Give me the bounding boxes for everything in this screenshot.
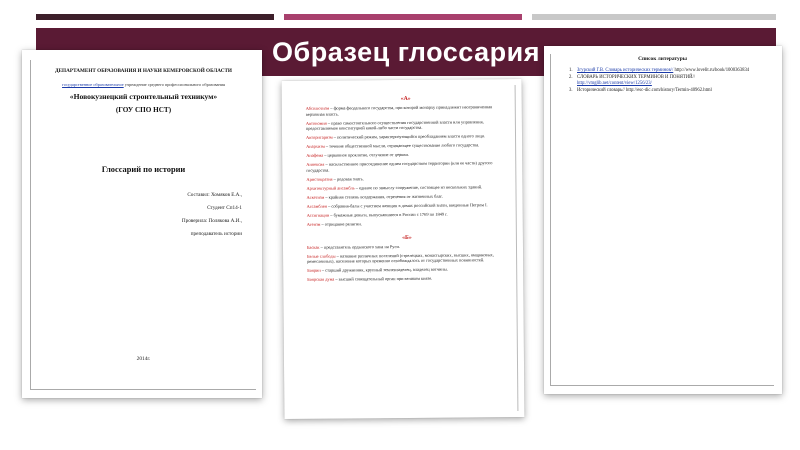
glossary-term: Ассигнации <box>306 212 330 218</box>
glossary-term: Боярская дума <box>307 276 335 282</box>
literature-title: Список литературы <box>638 56 687 62</box>
title-banner-text-layer <box>36 28 776 76</box>
glossary-letter-heading: «А» <box>400 95 411 103</box>
glossary-entry <box>307 220 507 227</box>
glossary-definition: – собрания-балы с участием женщин в домах российской знати, введенные Петром I. <box>326 201 488 209</box>
author-line: Составил: Хомяков Е.А., <box>187 192 242 198</box>
literature-page-frame <box>550 54 774 386</box>
glossary-term: Боярин <box>307 267 321 273</box>
literature-page-preview <box>544 46 782 394</box>
literature-item-link[interactable]: Згурский Г.В. Словарь исторических терминов// <box>577 68 674 73</box>
college-abbreviation: (ГОУ СПО НСТ) <box>115 106 172 114</box>
glossary-term: Автономия <box>305 120 327 126</box>
glossary-term: Авторитаризм <box>306 134 333 140</box>
literature-item-number: 1. <box>569 68 573 73</box>
top-stripe-dark <box>36 14 274 20</box>
glossary-entry <box>306 184 506 191</box>
glossary-definition: – течение общественной мысли, отрицающее существование любого государства. <box>324 142 480 149</box>
glossary-entry <box>306 160 506 173</box>
literature-item-number: 2. <box>569 74 573 80</box>
glossary-entry <box>307 275 507 282</box>
literature-item-number <box>569 81 577 87</box>
literature-item-rest: СЛОВАРЬ ИСТОРИЧЕСКИХ ТЕРМИНОВ И ПОНЯТИЙ// <box>577 74 696 80</box>
institution-type-link: государственное образовательное <box>62 82 124 87</box>
glossary-definition: – отрицание религии. <box>320 220 362 227</box>
title-page-preview <box>22 50 262 398</box>
glossary-entry <box>307 243 507 250</box>
title-page-frame <box>30 60 256 390</box>
glossary-term: Белые слободы <box>307 253 336 259</box>
glossary-entry <box>307 202 507 209</box>
literature-item <box>569 88 769 94</box>
glossary-term: Архитектурный ансамбль <box>306 184 355 191</box>
glossary-entry <box>306 119 506 132</box>
glossary-entry <box>306 104 506 117</box>
teacher-role-line: преподаватель истории <box>190 231 242 237</box>
glossary-definition: – крайняя степень воздержания, отречения от жизненных благ. <box>324 193 443 200</box>
glossary-term: Атеизм <box>306 221 321 227</box>
literature-item-rest: Исторический словарь// http://esc-dic.com/history/Termin-40962.html <box>577 87 712 93</box>
institution-type-rest: учреждение среднего профессионального образования <box>124 82 225 87</box>
group-line: Студент Сп14-1 <box>207 205 242 211</box>
section-spacer <box>307 229 507 234</box>
literature-item-link[interactable]: http://vmglib.net/content/view/1256/23/ <box>577 81 652 87</box>
glossary-term: Ассамблеи <box>306 203 328 209</box>
glossary-entry <box>307 193 507 200</box>
glossary-entry <box>307 266 507 273</box>
checked-line: Проверила: Полякова А.И., <box>181 218 242 224</box>
glossary-definition: – единое по замыслу сооружение, состоящее из нескольких зданий. <box>354 183 483 190</box>
glossary-term: Аскетизм <box>306 194 325 200</box>
glossary-body <box>306 93 508 286</box>
literature-item-rest: http://www.lovelit.ru/book/1000363834 <box>673 68 750 73</box>
glossary-definition: – представитель ордынского хана на Руси. <box>319 243 400 250</box>
top-stripe-pink <box>284 14 522 20</box>
top-stripe-light <box>532 14 776 20</box>
glossary-definition: – политический режим, характеризующийся преобладанием власти одного лица. <box>332 133 485 140</box>
literature-item-text <box>577 81 652 87</box>
glossary-definition: – форма феодального государства, при которой монарху принадлежит неограниченная верховная власть. <box>305 104 493 117</box>
glossary-entry <box>307 211 507 218</box>
glossary-definition: – право самостоятельного осуществления государственной власти или управления, предоставляемое конституцией какой-либо части государства. <box>305 118 484 131</box>
glossary-term: Аристократия <box>306 176 333 182</box>
glossary-definition: – родовая знать. <box>332 175 364 182</box>
glossary-entry <box>306 151 506 158</box>
glossary-term: Аннексия <box>306 161 325 167</box>
department-heading: ДЕПАРТАМЕНТ ОБРАЗОВАНИЯ И НАУКИ КЕМЕРОВСКОЙ ОБЛАСТИ <box>55 68 232 74</box>
college-name: «Новокузнецкий строительный техникум» <box>69 92 218 101</box>
glossary-term: Анархизм <box>306 143 325 149</box>
glossary-definition: – бумажные деньги, выпускавшиеся в России с 1769 по 1849 г. <box>329 211 448 218</box>
glossary-definition: – церковное проклятие, отлучение от церкви. <box>323 151 409 158</box>
literature-item-text <box>577 88 712 94</box>
glossary-definition: – название различных поселений (стрелецких, монастырских, высших, ямщиковых, ремесленных), население которых временно освобождалось от государственных повинностей. <box>307 251 494 264</box>
slide-title: Образец глоссария <box>272 36 540 67</box>
glossary-definition: – насильственное присоединение одним государством территории (или ее части) другого государства. <box>306 160 493 173</box>
year-line: 2014г. <box>136 356 151 362</box>
literature-item-number: 3. <box>569 87 573 93</box>
glossary-page-preview <box>282 79 525 419</box>
glossary-entry <box>307 252 507 265</box>
glossary-term: Баскак <box>306 244 320 250</box>
glossary-entry <box>306 142 506 149</box>
glossary-term: Абсолютизм <box>305 105 330 111</box>
glossary-definition: – высший совещательный орган при великом князе. <box>334 275 433 282</box>
glossary-letter-heading: «Б» <box>402 234 412 241</box>
institution-type <box>31 82 256 87</box>
glossary-term: Анафема <box>306 152 324 158</box>
glossary-entry <box>306 133 506 140</box>
glossary-definition: – старший дружинник, крупный землевладелец, владелец вотчины. <box>320 266 448 273</box>
literature-item <box>569 81 769 87</box>
document-title: Глоссарий по истории <box>101 165 186 174</box>
glossary-entry <box>306 175 506 182</box>
